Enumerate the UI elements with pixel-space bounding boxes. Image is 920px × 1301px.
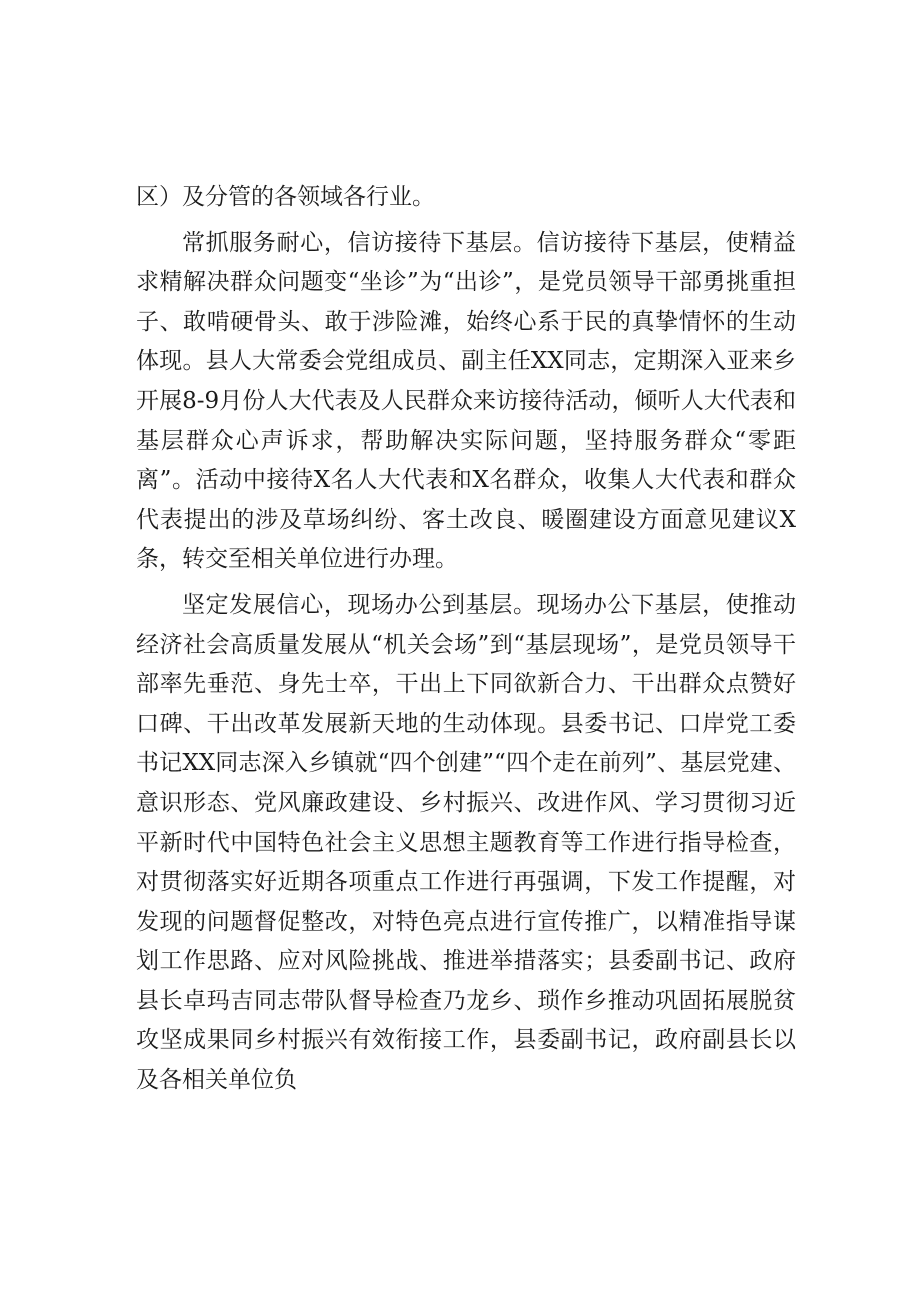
- document-body: [136, 178, 796, 1101]
- paragraph-petition-reception: 常抓服务耐心，信访接待下基层。信访接待下基层，使精益求精解决群众问题变“坐诊”为“出诊”，是党员领导干部勇挑重担子、敢啃硬骨头、敢于涉险滩，始终心系于民的真挚情怀的生动体现。县人大常委会党组成员、副主任XX同志，定期深入亚来乡开展8-9月份人大代表及人民群众来访接待活动，倾听人大代表和基层群众心声诉求，帮助解决实际问题，坚持服务群众“零距离”。活动中接待X名人大代表和X名群众，收集人大代表和群众代表提出的涉及草场纠纷、客土改良、暖圈建设方面意见建议X条，转交至相关单位进行办理。: [136, 229, 796, 573]
- paragraph-onsite-office: 坚定发展信心，现场办公到基层。现场办公下基层，使推动经济社会高质量发展从“机关会场”到“基层现场”，是党员领导干部率先垂范、身先士卒，干出上下同欲新合力、干出群众点赞好口碑、干出改革发展新天地的生动体现。县委书记、口岸党工委书记XX同志深入乡镇就“四个创建”“四个走在前列”、基层党建、意识形态、党风廉政建设、乡村振兴、改进作风、学习贯彻习近平新时代中国特色社会主义思想主题教育等工作进行指导检查，对贯彻落实好近期各项重点工作进行再强调，下发工作提醒，对发现的问题督促整改，对特色亮点进行宣传推广，以精准指导谋划工作思路、应对风险挑战、推进举措落实；县委副书记、政府县长卓玛吉同志带队督导检查乃龙乡、琐作乡推动巩固拓展脱贫攻坚成果同乡村振兴有效衔接工作，县委副书记，政府副县长以及各相关单位负: [136, 591, 796, 1094]
- paragraph-continuation: 区）及分管的各领域各行业。: [136, 184, 435, 210]
